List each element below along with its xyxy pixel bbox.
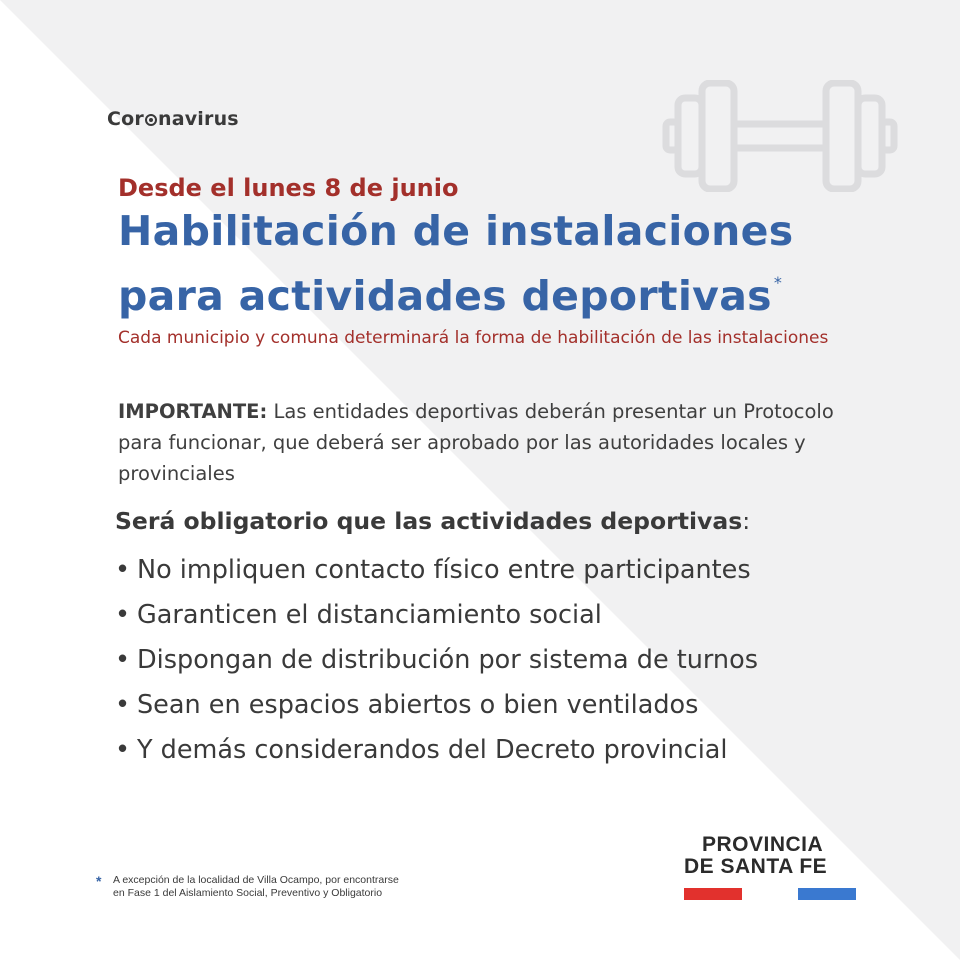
list-item: • Y demás considerandos del Decreto provincial — [115, 730, 758, 775]
bullet: • — [115, 555, 131, 585]
dumbbell-icon — [662, 80, 898, 192]
virus-icon — [145, 114, 157, 126]
footnote-line-2: en Fase 1 del Aislamiento Social, Preventivo y Obligatorio — [113, 887, 383, 899]
bullet: • — [115, 735, 131, 765]
logo-line-2: DE SANTA FE — [684, 855, 828, 878]
title-line-2: para actividades deportivas * — [118, 272, 783, 320]
list-item: • No impliquen contacto físico entre participantes — [115, 550, 758, 595]
page-title — [118, 206, 918, 322]
provincia-santa-fe-logo — [684, 834, 860, 878]
requirements-list — [115, 550, 758, 775]
important-text: Las entidades deportivas deberán presentar un Protocolo para funcionar, que deberá ser aprobado por las autoridades locales y provinciales — [118, 400, 834, 485]
footnote-asterisk: * — [96, 873, 102, 889]
bullet: • — [115, 645, 131, 675]
subtitle: Cada municipio y comuna determinará la forma de habilitación de las instalaciones — [118, 328, 829, 348]
bullet: • — [115, 600, 131, 630]
list-item: • Garanticen el distanciamiento social — [115, 595, 758, 640]
title-asterisk: * — [773, 273, 783, 292]
requirements-heading: Será obligatorio que las actividades deportivas: — [115, 507, 751, 535]
coronavirus-label: Cor navirus — [107, 108, 239, 130]
important-label: IMPORTANTE: — [118, 400, 268, 423]
footnote — [96, 874, 516, 900]
footnote-line-1: A excepción de la localidad de Villa Ocampo, por encontrarse — [113, 874, 399, 886]
bullet: • — [115, 690, 131, 720]
flag-red-bar — [684, 888, 742, 900]
list-item: • Dispongan de distribución por sistema de turnos — [115, 640, 758, 685]
flag-blue-bar — [798, 888, 856, 900]
date-heading: Desde el lunes 8 de junio — [118, 174, 459, 202]
title-line-1: Habilitación de instalaciones — [118, 207, 794, 255]
list-item: • Sean en espacios abiertos o bien ventilados — [115, 685, 758, 730]
logo-line-1: PROVINCIA — [702, 833, 824, 856]
important-notice — [118, 396, 878, 489]
